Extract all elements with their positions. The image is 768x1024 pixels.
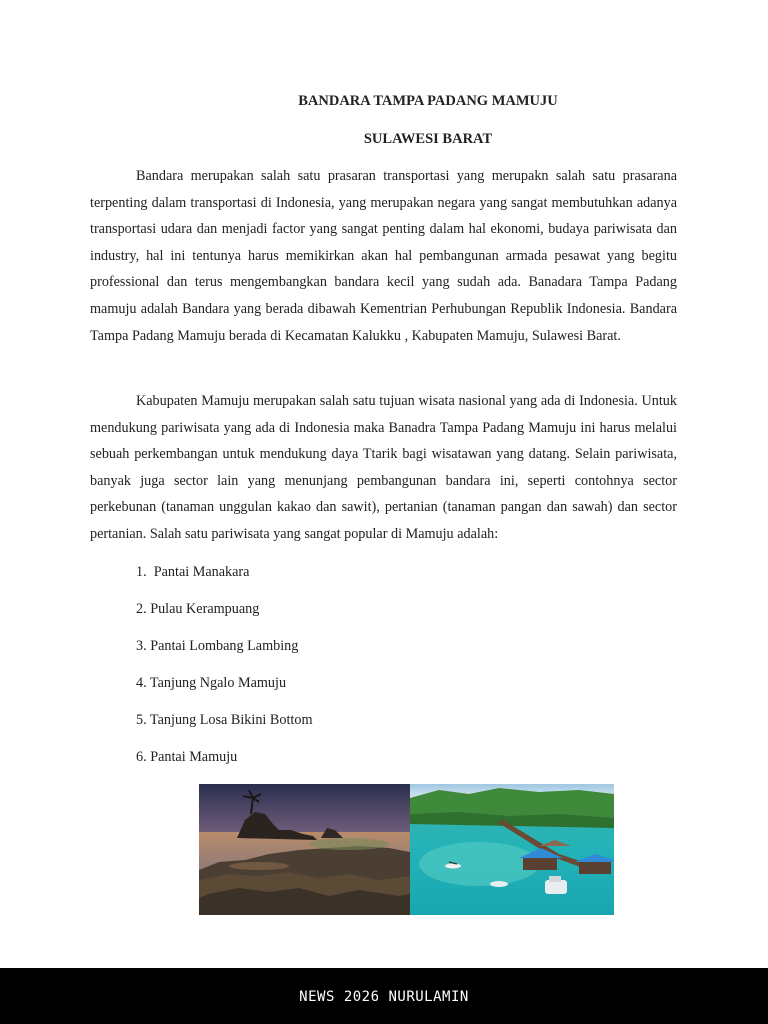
tourism-list	[136, 560, 312, 783]
list-item: 5. Tanjung Losa Bikini Bottom	[136, 712, 313, 729]
list-item: 1. Pantai Manakara	[136, 564, 250, 580]
sunset-beach-photo	[199, 784, 410, 915]
paragraph-intro: Bandara merupakan salah satu prasaran transportasi yang merupakn salah satu prasarana terpenting dalam transportasi di Indonesia, yang merupakan negara yang sangat membutuhkan adanya transportasi udara dan menjadi factor yang sangat penting dalam hal ekonomi, budaya pariwisata dan industry, hal ini tentunya harus memikirkan akan hal pembangunan armada pesawat yang begitu professional dan terus mengembangkan bandara kecil yang sudah ada. Banadara Tampa Padang mamuju adalah Bandara yang berada dibawah Kementrian Perhubungan Republik Indonesia. Bandara Tampa Padang Mamuju berada di Kecamatan Kalukku , Kabupaten Mamuju, Sulawesi Barat.	[90, 168, 677, 344]
tropical-pier-photo	[410, 784, 614, 915]
footer-text: NEWS 2026 NURULAMIN	[299, 989, 469, 1005]
tourism-photos	[199, 784, 614, 915]
list-item: 6. Pantai Mamuju	[136, 749, 238, 766]
document-subtitle: SULAWESI BARAT	[363, 131, 493, 147]
footer-bar	[0, 968, 768, 1024]
document-title: BANDARA TAMPA PADANG MAMUJU	[298, 93, 558, 109]
list-item: 2. Pulau Kerampuang	[136, 601, 260, 618]
paragraph-tourism: Kabupaten Mamuju merupakan salah satu tujuan wisata nasional yang ada di Indonesia. Untuk mendukung pariwisata yang ada di Indonesia maka Banadra Tampa Padang Mamuju ini harus melalui sebuah perkembangan untuk mendukung daya Ttarik bagi wisatawan yang datang. Selain pariwisata, banyak juga sector lain yang menunjang pembangunan bandara ini, seperti contohnya sector perkebunan (tanaman unggulan kakao dan sawit), pertanian (tanaman pangan dan sawah) dan sector pertanian. Salah satu pariwisata yang sangat popular di Mamuju adalah:	[90, 393, 677, 542]
list-item: 4. Tanjung Ngalo Mamuju	[136, 675, 287, 692]
list-item: 3. Pantai Lombang Lambing	[136, 638, 299, 655]
